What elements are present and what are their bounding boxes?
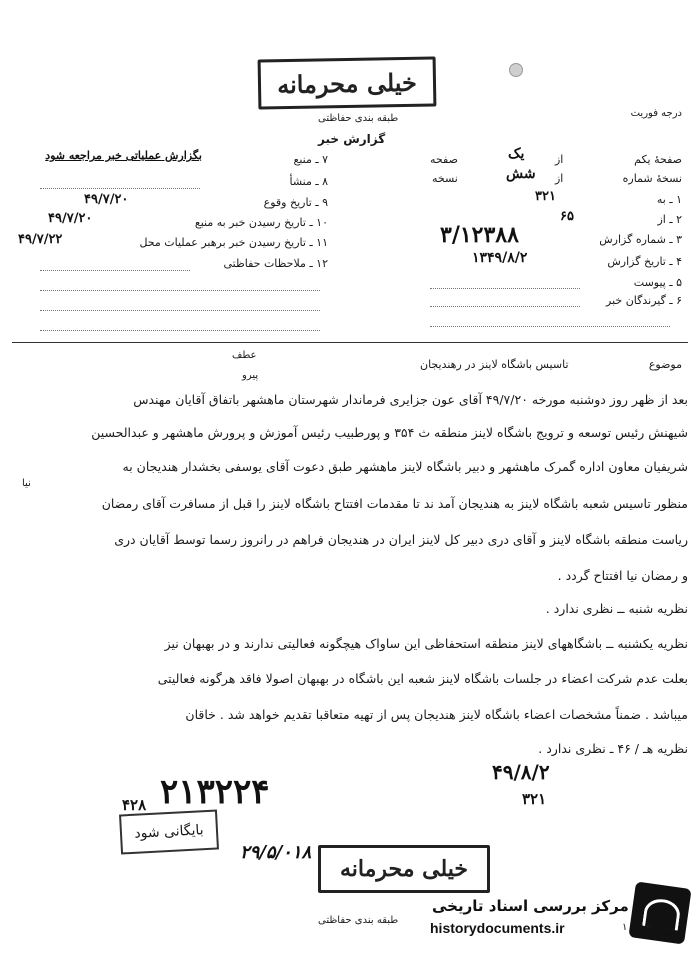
body-line-6: و رمضان نیا افتتاح گردد . (557, 568, 688, 583)
header-separator (12, 342, 688, 343)
archive-stamp-box (119, 809, 219, 854)
subject-annotation-top: عطف (232, 350, 257, 361)
field-from-label: ۲ ـ از (657, 213, 682, 226)
field-report-number-value: ۳/۱۲۳۸۸ (440, 222, 519, 248)
punch-hole (509, 63, 523, 77)
recipients-line-2 (430, 326, 670, 327)
field-page-label: صفحهٔ یکم (634, 153, 682, 166)
field-received-source-value: ۴۹/۷/۲۰ (48, 211, 93, 226)
body-line-8: نظریه یکشنبه ــ باشگاههای لاینز منطقه استحفاظی این ساواک هیچگونه فعالیتی ندارند و در بهبهان نیز (164, 636, 688, 651)
top-stamp-text: خیلی محرمانه (276, 67, 418, 99)
field-origin-label: ۸ ـ منشأ (289, 175, 328, 188)
field-copy-number-label: نسخهٔ شماره (622, 172, 682, 185)
report-title: گزارش خبر (318, 132, 386, 146)
handwritten-code: ۳۲۱ (522, 790, 547, 808)
body-line-5: ریاست منطقه باشگاه لاینز و آقای دری دبیر کل لاینز ایران در هندیجان فراهم در رانروز رسما توسط آقایان دری (114, 532, 688, 547)
handwritten-date: ۴۹/۸/۲ (492, 760, 550, 784)
field-page-of-value: یک (508, 146, 525, 162)
field-to-label: ۱ ـ به (656, 193, 682, 206)
notes-line-3 (40, 310, 320, 311)
attachment-line (430, 288, 580, 289)
page-mark: ۱ (622, 922, 628, 933)
archive-logo-icon (628, 881, 691, 944)
handwritten-signature: ۲۹/۵/۰۱۸ (240, 842, 312, 863)
field-copy-suffix-label: نسخه (432, 172, 458, 185)
top-classification-stamp (258, 56, 437, 109)
field-attachment-label: ۵ ـ پیوست (633, 276, 682, 289)
subject-label: موضوع (648, 358, 682, 371)
body-line-10: میباشد . ضمناً مشخصات اعضاء باشگاه لاینز هندیجان پس از تهیه متعاقبا تقدیم خواهد شد . خاقان (185, 707, 688, 722)
watermark-title: مرکز بررسی اسناد تاریخی (432, 897, 629, 915)
field-page-suffix-label: صفحه (430, 153, 458, 166)
notes-line-1 (40, 270, 190, 271)
field-source-value: بگزارش عملیاتی خبر مراجعه شود (45, 149, 202, 162)
subject-text: تاسیس باشگاه لاینز در رهندیجان (420, 358, 569, 371)
field-report-date-value: ۱۳۴۹/۸/۲ (472, 250, 528, 266)
field-from-value: ۶۵ (560, 209, 574, 224)
recipients-line-1 (430, 306, 580, 307)
rubber-stamp-small-number: ۴۲۸ (122, 796, 147, 814)
notes-line-2 (40, 290, 320, 291)
notes-line-4 (40, 330, 320, 331)
bottom-stamp-text: خیلی محرمانه (339, 856, 469, 882)
body-line-9: بعلت عدم شرکت اعضاء در جلسات باشگاه لاینز شعبه این باشگاه در بهبهان اصولا فاقد هرگونه فعالیتی (157, 671, 688, 686)
field-security-notes-label: ۱۲ ـ ملاحظات حفاظتی (223, 257, 328, 270)
archive-stamp-text: بایگانی شود (133, 822, 205, 842)
field-occurrence-value: ۴۹/۷/۲۰ (84, 192, 129, 207)
field-recipients-label: ۶ ـ گیرندگان خبر (606, 294, 682, 307)
bottom-classification-stamp (318, 845, 490, 893)
body-line-11: نظریه هـ / ۴۶ ـ نظری ندارد . (538, 741, 688, 756)
field-received-ops-label: ۱۱ ـ تاریخ رسیدن خبر برهبر عملیات محل (139, 236, 328, 249)
rubber-stamp-number: ۲۱۳۲۲۴ (160, 772, 270, 812)
body-line-4: منظور تاسیس شعبه باشگاه لاینز به هندیجان آمد ند تا مقدمات افتتاح باشگاه لاینز را قبل از مسافرت آقای رمضان (101, 496, 688, 511)
footer-classification-label: طبقه بندی حفاظتی (318, 915, 399, 926)
subject-annotation-bottom: پیرو (242, 370, 259, 381)
body-line-7: نظریه شنبه ــ نظری ندارد . (545, 601, 688, 616)
field-report-number-label: ۳ ـ شماره گزارش (599, 233, 682, 246)
body-line-3: شریفیان معاون اداره گمرک ماهشهر و دبیر باشگاه لاینز ماهشهر طبق دعوت آقای یوسفی بخشدار هندیجان به (122, 459, 688, 474)
body-line-1: بعد از ظهر روز دوشنبه مورخه ۴۹/۷/۲۰ آقای عون جزایری فرماندار شهرستان ماهشهر باتفاق آقایان مهندس (133, 392, 688, 407)
classification-label: طبقه بندی حفاظتی (318, 113, 399, 124)
field-to-value: ۳۲۱ (535, 189, 556, 204)
margin-note: نیا (22, 478, 31, 489)
field-report-date-label: ۴ ـ تاریخ گزارش (607, 255, 682, 268)
field-received-source-label: ۱۰ ـ تاریخ رسیدن خبر به منبع (194, 216, 328, 229)
body-line-2: شیهنش رئیس توسعه و ترویج باشگاه لاینز منطقه ث ۳۵۴ و پورطبیب رئیس آموزش و پرورش ماهشهر و عبدالحسین (91, 425, 688, 440)
field-received-ops-value: ۴۹/۷/۲۲ (18, 232, 63, 247)
watermark-url: historydocuments.ir (430, 920, 565, 936)
field-page-of-label: از (555, 153, 564, 166)
field-copy-of-value: شش (506, 166, 536, 182)
field-copy-of-label: از (555, 172, 564, 185)
field-origin-line (40, 188, 200, 189)
priority-label: درجه فوریت (630, 108, 682, 119)
field-source-label: ۷ ـ منبع (293, 153, 328, 166)
field-occurrence-label: ۹ ـ تاریخ وقوع (263, 196, 328, 209)
